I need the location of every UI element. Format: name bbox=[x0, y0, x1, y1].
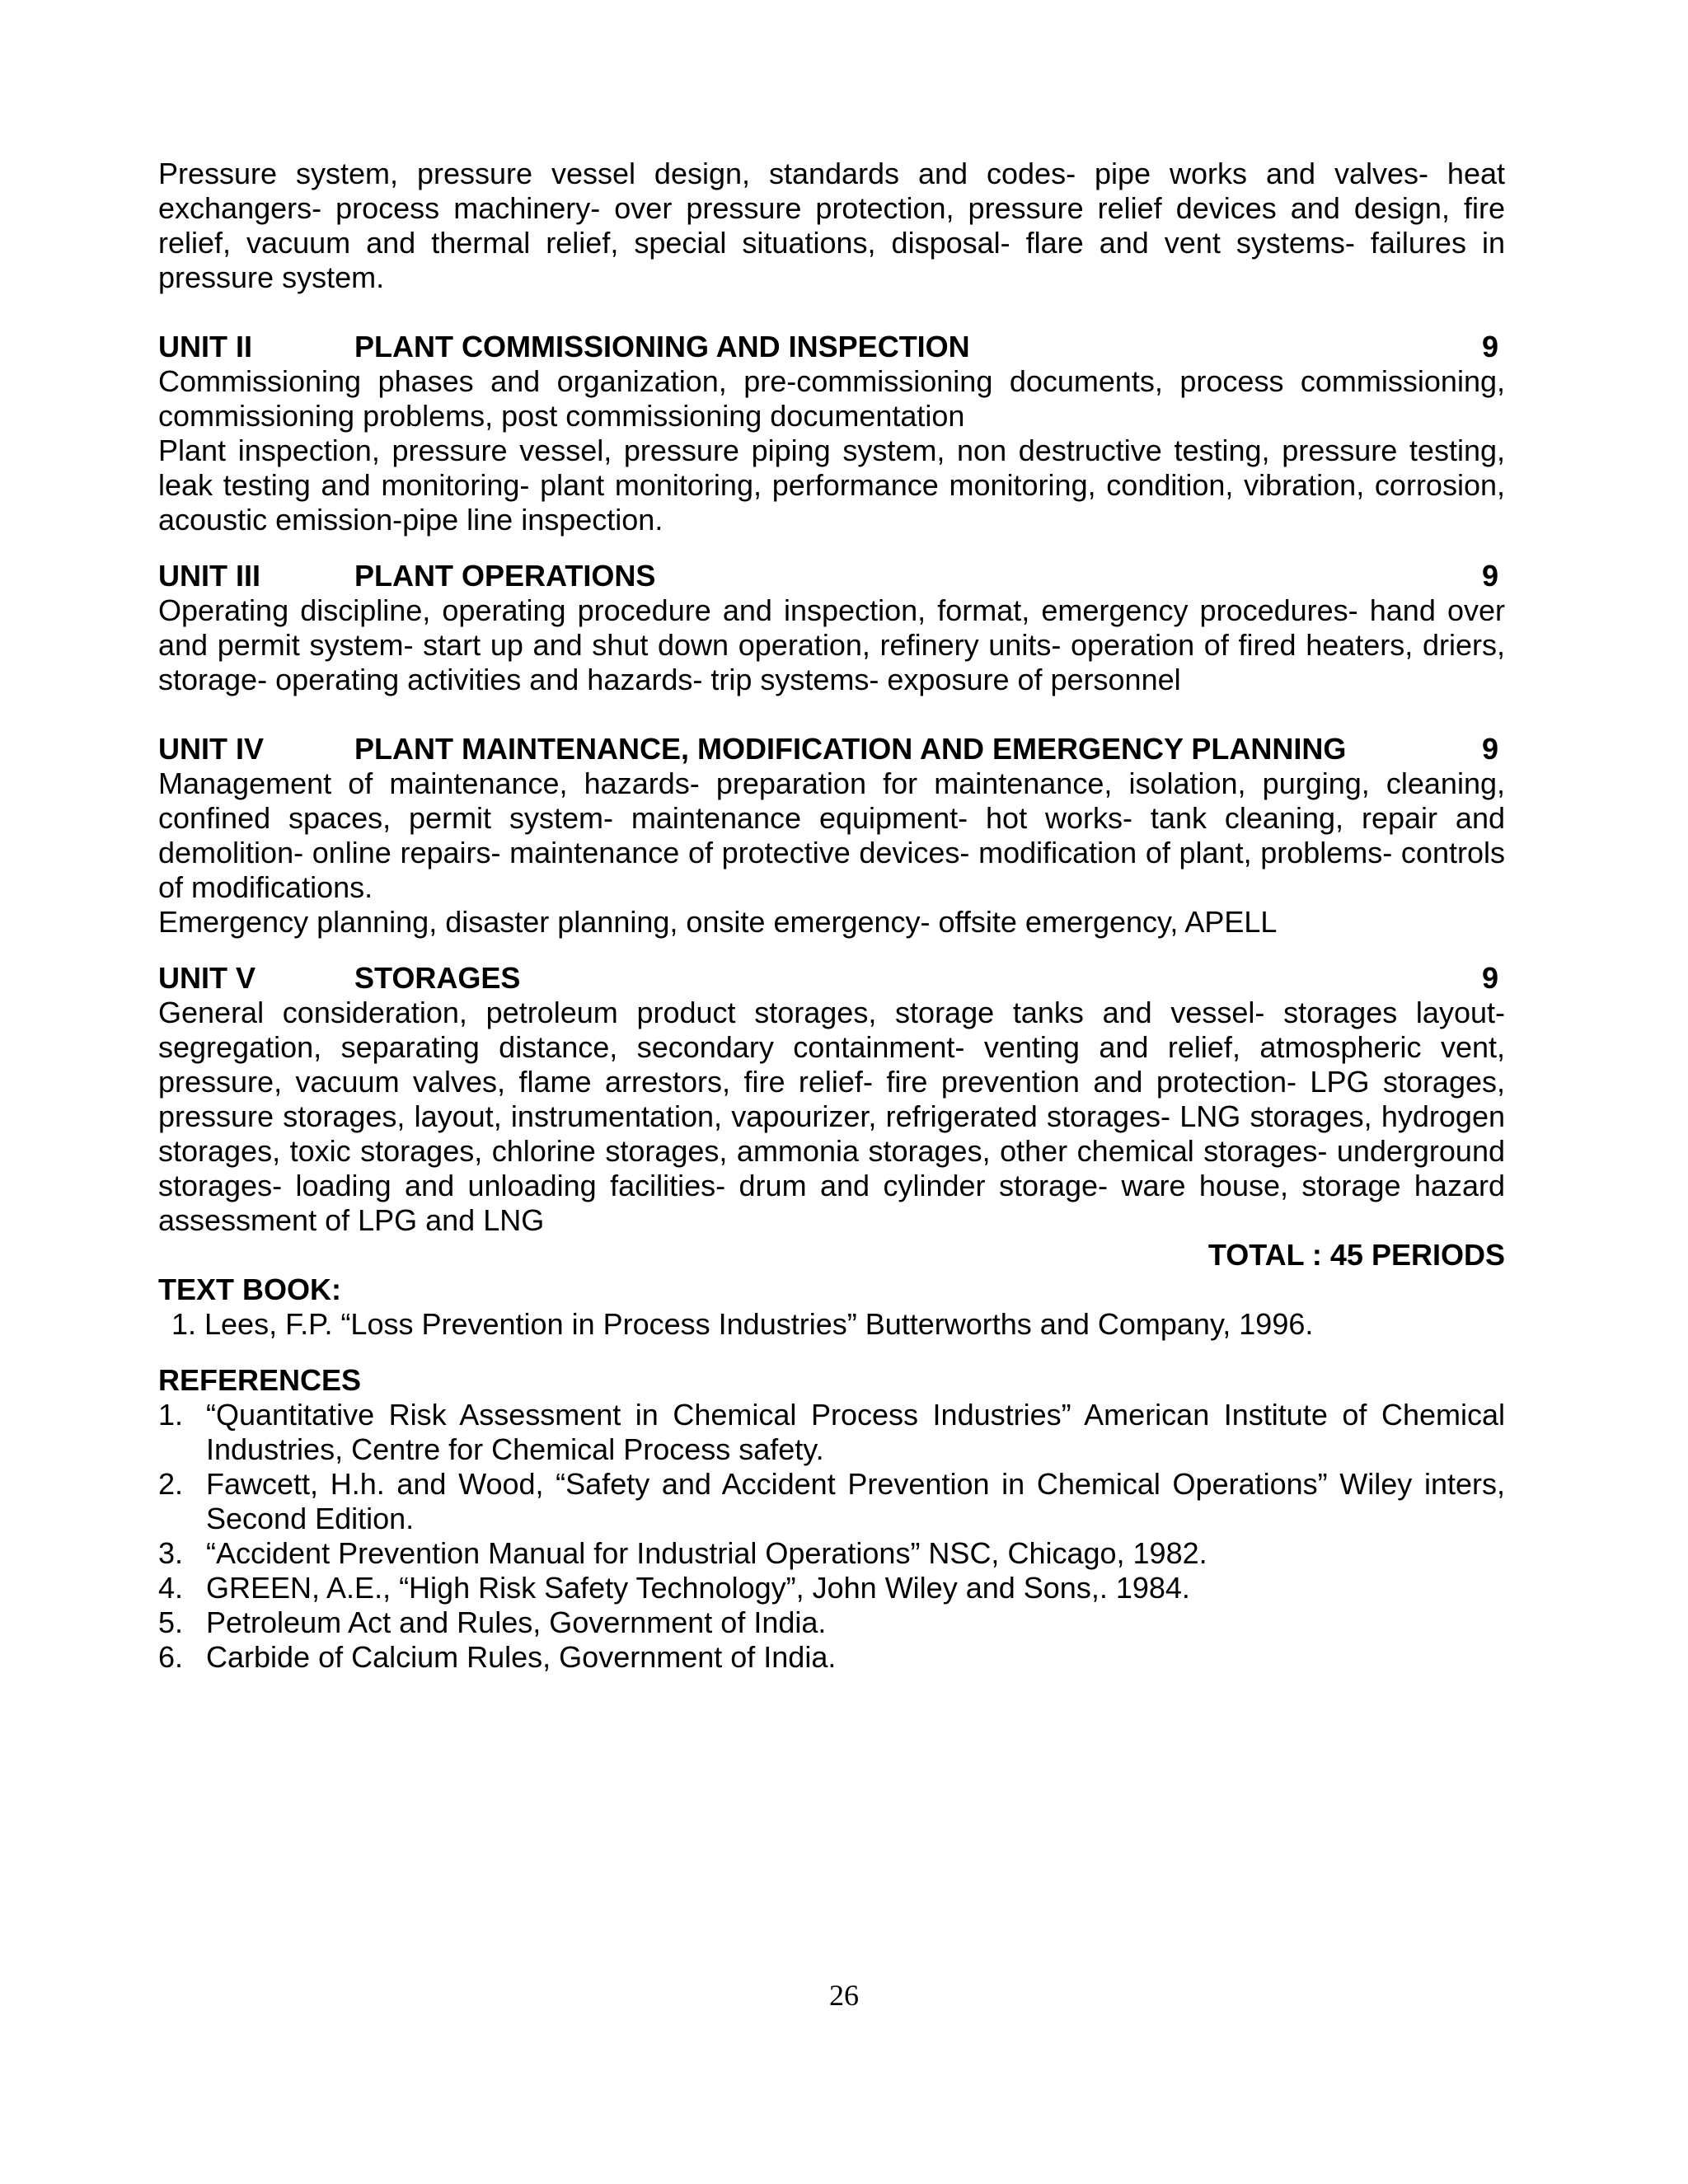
unit-paragraph: General consideration, petroleum product storages, storage tanks and vessel- storages layout- segregation, separating distance, secondary containment- venting and relief, atmospheric vent, pressure, vacuum valves, flame arrestors, fire relief- fire prevention and protection- LPG storages, pressure storages, layout, instrumentation, vapourizer, refrigerated storages- LNG storages, hydrogen storages, toxic storages, chlorine storages, ammonia storages, other chemical storages- underground storages- loading and unloading facilities- drum and cylinder storage- ware house, storage hazard assessment of LPG and LNG bbox=[158, 996, 1505, 1237]
unit-title: PLANT OPERATIONS bbox=[354, 559, 656, 593]
unit-heading bbox=[158, 559, 1505, 593]
unit-heading bbox=[158, 961, 1505, 996]
unit-number: UNIT V bbox=[158, 961, 256, 995]
unit-section bbox=[158, 732, 1505, 940]
unit-number: UNIT II bbox=[158, 330, 252, 363]
unit-hours: 9 bbox=[1481, 732, 1498, 766]
list-text: Petroleum Act and Rules, Government of India. bbox=[206, 1605, 827, 1639]
list-item bbox=[158, 1605, 1505, 1640]
list-number: 3. bbox=[158, 1536, 184, 1570]
unit-title: PLANT MAINTENANCE, MODIFICATION AND EMERGENCY PLANNING bbox=[354, 732, 1347, 766]
list-text: Lees, F.P. “Loss Prevention in Process Industries” Butterworths and Company, 1996. bbox=[204, 1307, 1314, 1341]
unit-hours: 9 bbox=[1481, 559, 1498, 593]
list-number: 1. bbox=[158, 1398, 184, 1432]
unit-number: UNIT III bbox=[158, 559, 260, 593]
references-list bbox=[158, 1398, 1505, 1675]
references-heading: REFERENCES bbox=[158, 1363, 362, 1397]
list-item bbox=[158, 1398, 1505, 1467]
unit-paragraph: Emergency planning, disaster planning, onsite emergency- offsite emergency, APELL bbox=[158, 905, 1278, 939]
unit-paragraph: Operating discipline, operating procedure and inspection, format, emergency procedures- hand over and permit system- start up and shut down operation, refinery units- operation of fired heaters, driers, storage- operating activities and hazards- trip systems- exposure of personnel bbox=[158, 593, 1505, 696]
unit-heading bbox=[158, 732, 1505, 766]
unit-paragraph: Plant inspection, pressure vessel, pressure piping system, non destructive testing, pressure testing, leak testing and monitoring- plant monitoring, performance monitoring, condition, vibration, corrosion, acoustic emission-pipe line inspection. bbox=[158, 434, 1505, 537]
total-periods: TOTAL : 45 PERIODS bbox=[1207, 1238, 1505, 1272]
list-number: 1. bbox=[171, 1307, 197, 1341]
list-number: 2. bbox=[158, 1467, 184, 1501]
list-text: “Quantitative Risk Assessment in Chemical Process Industries” American Institute of Chemical Industries, Centre for Chemical Process safety. bbox=[206, 1398, 1505, 1466]
list-text: GREEN, A.E., “High Risk Safety Technology”, John Wiley and Sons,. 1984. bbox=[206, 1571, 1190, 1605]
list-text: Fawcett, H.h. and Wood, “Safety and Accident Prevention in Chemical Operations” Wiley inters, Second Edition. bbox=[206, 1467, 1505, 1535]
text-book-list bbox=[158, 1307, 1505, 1342]
unit-title: STORAGES bbox=[354, 961, 521, 995]
list-item bbox=[158, 1467, 1505, 1536]
list-number: 4. bbox=[158, 1571, 184, 1605]
unit-section bbox=[158, 559, 1505, 697]
unit-title: PLANT COMMISSIONING AND INSPECTION bbox=[354, 330, 970, 363]
unit-hours: 9 bbox=[1481, 961, 1498, 995]
page-number: 26 bbox=[829, 1979, 859, 2012]
unit-paragraph: Commissioning phases and organization, pre-commissioning documents, process commissioning, commissioning problems, post commissioning documentation bbox=[158, 364, 1505, 433]
list-item bbox=[171, 1307, 1505, 1342]
unit-heading bbox=[158, 330, 1505, 364]
text-book-heading: TEXT BOOK: bbox=[158, 1272, 341, 1306]
list-number: 5. bbox=[158, 1605, 184, 1639]
list-item bbox=[158, 1536, 1505, 1571]
list-text: “Accident Prevention Manual for Industrial Operations” NSC, Chicago, 1982. bbox=[206, 1536, 1207, 1570]
unit-section bbox=[158, 961, 1505, 1238]
list-item bbox=[158, 1571, 1505, 1605]
list-item bbox=[158, 1640, 1505, 1675]
list-text: Carbide of Calcium Rules, Government of India. bbox=[206, 1640, 837, 1674]
unit-section bbox=[158, 330, 1505, 537]
list-number: 6. bbox=[158, 1640, 184, 1674]
unit-number: UNIT IV bbox=[158, 732, 265, 766]
unit-paragraph: Management of maintenance, hazards- preparation for maintenance, isolation, purging, cleaning, confined spaces, permit system- maintenance equipment- hot works- tank cleaning, repair and demolition- online repairs- maintenance of protective devices- modification of plant, problems- controls of modifications. bbox=[158, 766, 1505, 904]
intro-paragraph: Pressure system, pressure vessel design, standards and codes- pipe works and valves- heat exchangers- process machinery- over pressure protection, pressure relief devices and design, fire relief, vacuum and thermal relief, special situations, disposal- flare and vent systems- failures in pressure system. bbox=[158, 157, 1505, 294]
page-content bbox=[158, 157, 1505, 1675]
unit-hours: 9 bbox=[1481, 330, 1498, 363]
